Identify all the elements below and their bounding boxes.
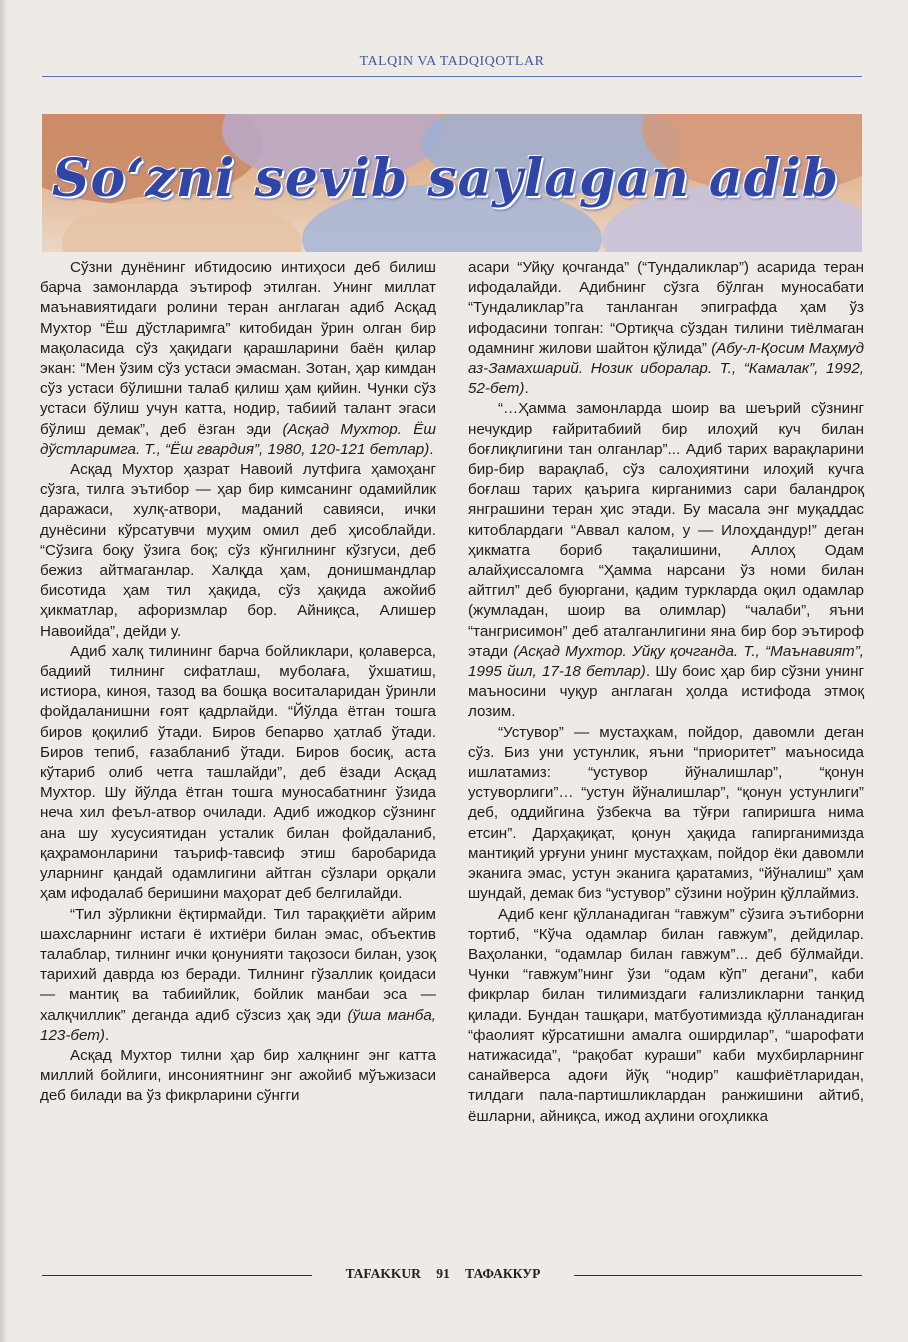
title-banner [42, 114, 862, 252]
paragraph-text: “Тил зўрликни ёқтирмайди. Тил тараққиёти айрим шахсларнинг истаги ё ихтиёри билан эмас, объектив талаблар, тилнинг ички қонунияти тақозоси билан, узоқ тарихий даврда юз беради. Тилнинг гўзаллик қоидаси — мантиқ ва табиийлик, бойлик манбаи эса — халқчиллик” деганда адиб сўзсиз ҳақ эди [40, 905, 436, 1024]
paragraph-text: Асқад Мухтор тилни ҳар бир халқнинг энг катта миллий бойлиги, инсониятнинг энг ажойиб мўъжизаси деб билади ва ўз фикрларини сўнгги [40, 1046, 436, 1105]
citation: (ўша манба, 123-бет) [40, 1006, 436, 1044]
running-head: TALQIN VA TADQIQOTLAR [359, 54, 545, 69]
paragraph [468, 905, 864, 1127]
citation: (Асқад Мухтор. Ёш дўстларимга. Т., “Ёш гвардия”, 1980, 120-121 бетлар) [40, 420, 436, 458]
page-number: 91 [436, 1266, 450, 1281]
paragraph-text: Асқад Мухтор ҳазрат Навоий лутфига ҳамоҳанг сўзга, тилга эътибор — ҳар бир кимсанинг одамийлик даражаси, хулқ-атвори, маданий савияси, ички дунёсини кўрсатувчи муҳим омил деб ҳисоблайди. “Сўзига боқу ўзига боқ; сўз кўнгилнинг кўзгуси, деб бежиз айтмаганлар. Халқда ҳам, донишмандлар бисотида ҳам тил ҳақида, сўз ҳақида ажойиб ҳикматлар, афоризмлар бор. Айниқса, Алишер Навоийда”, дейди у. [40, 461, 436, 640]
footer [312, 1266, 574, 1282]
paragraph-text: Сўзни дунёнинг ибтидосию интиҳоси деб билиш барча замонларда эътироф этилган. Унинг миллат маънавиятидаги ролини теран англаган адиб Асқад Мухтор “Ёш дўстларимга” китобидан ўрин олган бир мақоласида сўз ҳақидаги қарашларини баён қилар экан: “Мен ўзим сўз устаси эмасман. Зотан, ҳар кимдан сўз устаси бўлишни талаб қилиш ҳам қийин. Чунки сўз устаси бўлиш учун катта, нодир, табиий талант эгаси бўлиш демак”, деб ёзган эди [40, 259, 436, 438]
article-body [40, 258, 864, 1228]
header-rule [42, 76, 862, 77]
paragraph-text: Адиб кенг қўлланадиган “гавжум” сўзига эътиборни тортиб, “Кўча одамлар билан гавжум”, дейдилар. Ваҳоланки, “одамлар билан гавжум”... деб бўлмайди. Чунки “гавжум”нинг ўзи “одам кўп” дегани”, каби фикрлар билан тилимиздаги ғализликларни танқид қилади. Бундан ташқари, матбуотимизда қўлланадиган “фаолият кўрсатишни амалга оширдилар”, “шарофати натижасида”, “рақобат кураши” каби мухбирларнинг санайверса адоғи йўқ “нодир” кашфиётларидан, тилдаги пала-партишликлардан ранжишини айтиб, ёшларни, айниқса, ижод аҳлини огоҳликка [468, 905, 864, 1125]
paragraph [40, 460, 436, 642]
footer-magazine-cyrillic: ТАФАККУР [465, 1266, 541, 1281]
right-column [468, 258, 864, 1228]
citation: (Абу-л-Қосим Маҳмуд аз-Замахшарий. Нозик иборалар. Т., “Камалак”, 1992, 52-бет) [468, 339, 864, 398]
paragraph [468, 723, 864, 905]
paragraph [40, 642, 436, 905]
footer-rule-left [42, 1275, 312, 1276]
left-column [40, 258, 436, 1228]
paragraph-tail: . [429, 440, 434, 458]
paragraph-text: асари “Уйқу қочганда” (“Тундаликлар”) асарида теран ифодалайди. Адибнинг сўзга бўлган муносабати “Тундаликлар”га танланган эпиграфда ҳам ўз ифодасини топган: “Ортиқча сўздан тилини тиёлмаган одамнинг жилови шайтон қўлида” [468, 259, 864, 357]
paragraph [40, 258, 436, 460]
footer-magazine-latin: TAFAKKUR [345, 1266, 421, 1281]
page-edge [0, 0, 8, 1342]
paragraph-text: “…Ҳамма замонларда шоир ва шеърий сўзнинг нечукдир ғайритабиий бир илоҳий куч билан боғлиқлигини тан олганлар”... Адиб тарих варақларини бир-бир варақлаб, сўз салоҳиятини илоҳий кучга боғлаш тарих қаърига кирганимиз сари баландроқ янграшини теран ҳис этади. Бу масала энг муқаддас китоблардаги “Аввал калом, у — Илоҳдандур!” деган ҳикматга бориб тақалишини, Аллоҳ Одам алайҳиссаломга “Ҳамма нарсани ўз номи билан айтгил” деб буюргани, қадим туркларда оқил одамлар (жумладан, шоир ва олимлар) “чалаби”, яъни “тангрисимон” деб аталганлигини яна бир бор эътироф этади [468, 400, 864, 660]
citation: (Асқад Мухтор. Уйқу қочганда. Т., “Маънавият”, 1995 йил, 17-18 бетлар) [468, 642, 864, 681]
paragraph [468, 258, 864, 399]
paragraph-text: “Устувор” — мустаҳкам, пойдор, давомли деган сўз. Биз уни устунлик, яъни “приоритет” маъносида ишлатамиз: “устувор йўналишлар”, “қонун устуворлиги”… “устун йўналишлар”, “қонун устунлиги” деб, оддийгина ўзбекча ва тўғри гапиришга нима етсин”. Дарҳақиқат, қонун ҳақида гапирганимизда мантиқий урғуни унинг мустаҳкам, пойдор ёки давомли эканига эмас, устун эканига қаратамиз, “йўналиш” ҳам шундай, демак биз “устувор” сўзини ноўрин қўллаймиз. [468, 723, 864, 903]
paragraph-tail: . [524, 380, 529, 398]
footer-rule-right [574, 1275, 862, 1276]
paragraph-tail: . [104, 1026, 110, 1044]
paragraph-text: Адиб халқ тилининг барча бойликлари, қолаверса, бадиий тилнинг сифатлаш, муболаға, ўхшатиш, истиора, киноя, тазод ва бошқа воситаларидан ўринли фойдаланишни ғоят қадрлайди. “Йўлда ётган тошга биров қоқилиб ўтади. Биров бепарво ҳатлаб ўтади. Биров тепиб, ғазабланиб ўтади. Биров босиқ, аста кўтариб олиб четга ташлайди”, деб ёзади Асқад Мухтор. Шу йўлда ётган тошга муносабатнинг ўзида неча хил феъл-атвор очилади. Адиб ижодкор сўзнинг ана шу хусусиятидан усталик билан фойдаланиб, қаҳрамонларини таъриф-тавсиф этиш баробарида уларнинг қандай одамлигини айтган сўзлари орқали ҳам ифодалаб беришини маҳорат деб белгилайди. [40, 642, 436, 903]
article-title: So‘zni sevib saylagan adib [52, 148, 840, 209]
paragraph [40, 1046, 436, 1107]
paragraph [40, 905, 436, 1046]
paragraph-tail: . Шу боис ҳар бир сўзни унинг маъносини чуқур англаган ҳолда истифода этмоқ лозим. [468, 663, 864, 721]
paragraph [468, 399, 864, 722]
